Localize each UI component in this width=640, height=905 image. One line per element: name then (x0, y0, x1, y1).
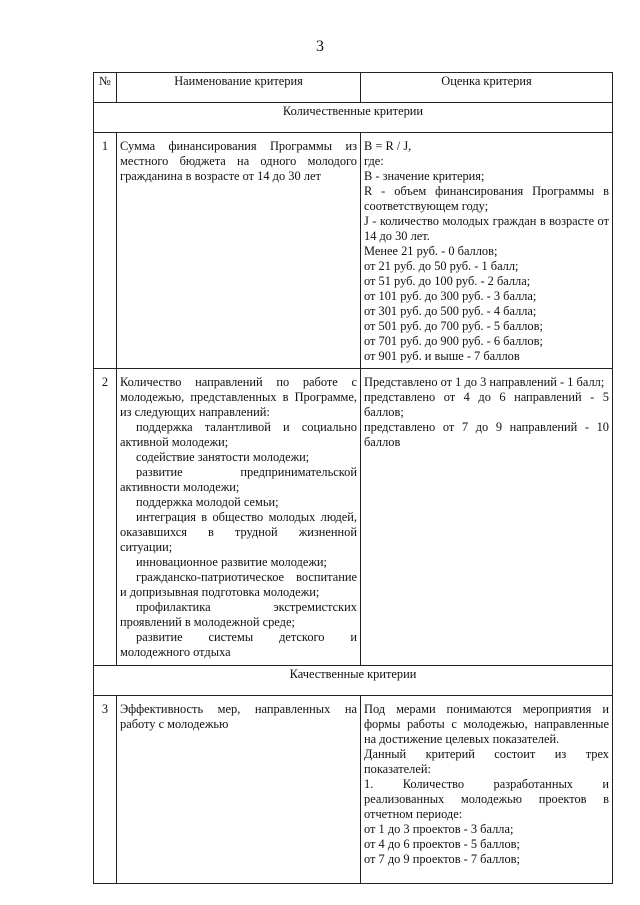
criterion-evaluation (361, 133, 613, 369)
evaluation-line: B - значение критерия; (364, 169, 485, 183)
evaluation-line: Данный критерий состоит из трех показателей: (364, 747, 609, 776)
header-criterion-name: Наименование критерия (117, 73, 361, 103)
evaluation-line: где: (364, 154, 384, 168)
criterion-intro: Количество направлений по работе с молодежью, представленных в Программе, из следующих направлений: (120, 375, 357, 419)
criteria-table (93, 72, 613, 884)
evaluation-line: R - объем финансирования Программы в соответствующем году; (364, 184, 609, 213)
direction-item: содействие занятости молодежи; (136, 450, 310, 464)
evaluation-line: 1. Количество разработанных и реализованных молодежью проектов в отчетном периоде: (364, 777, 609, 821)
evaluation-line: B = R / J, (364, 139, 412, 153)
section-row-qualitative (94, 666, 613, 696)
criterion-name: Сумма финансирования Программы из местного бюджета на одного молодого гражданина в возрасте от 14 до 30 лет (117, 133, 361, 369)
section-row-quantitative (94, 103, 613, 133)
evaluation-line: от 501 руб. до 700 руб. - 5 баллов; (364, 319, 543, 333)
evaluation-line: Менее 21 руб. - 0 баллов; (364, 244, 498, 258)
direction-item: профилактика экстремистских проявлений в молодежной среде; (120, 600, 357, 629)
evaluation-line: от 701 руб. до 900 руб. - 6 баллов; (364, 334, 543, 348)
row-number: 1 (94, 133, 117, 369)
evaluation-line: от 1 до 3 проектов - 3 балла; (364, 822, 514, 836)
direction-item: развитие системы детского и молодежного отдыха (120, 630, 357, 659)
evaluation-line: от 101 руб. до 300 руб. - 3 балла; (364, 289, 537, 303)
direction-item: гражданско-патриотическое воспитание и допризывная подготовка молодежи; (120, 570, 357, 599)
page-number: 3 (316, 38, 324, 55)
evaluation-line: от 51 руб. до 100 руб. - 2 балла; (364, 274, 531, 288)
section-title-qualitative: Качественные критерии (94, 666, 613, 696)
direction-item: интеграция в общество молодых людей, оказавшихся в трудной жизненной ситуации; (120, 510, 357, 554)
evaluation-line: Представлено от 1 до 3 направлений - 1 балл; (364, 375, 605, 389)
header-number: № (94, 73, 117, 103)
evaluation-line: от 7 до 9 проектов - 7 баллов; (364, 852, 520, 866)
row-number: 3 (94, 696, 117, 884)
direction-item: развитие предпринимательской активности молодежи; (120, 465, 357, 494)
evaluation-line: представлено от 7 до 9 направлений - 10 баллов (364, 420, 609, 449)
evaluation-line: от 901 руб. и выше - 7 баллов (364, 349, 520, 363)
evaluation-line: от 301 руб. до 500 руб. - 4 балла; (364, 304, 537, 318)
evaluation-line: от 4 до 6 проектов - 5 баллов; (364, 837, 520, 851)
table-row (94, 369, 613, 666)
evaluation-line: представлено от 4 до 6 направлений - 5 баллов; (364, 390, 609, 419)
evaluation-line: J - количество молодых граждан в возрасте от 14 до 30 лет. (364, 214, 609, 243)
direction-item: инновационное развитие молодежи; (136, 555, 327, 569)
table-row (94, 696, 613, 884)
criterion-evaluation (361, 369, 613, 666)
direction-item: поддержка молодой семьи; (136, 495, 279, 509)
evaluation-line: Под мерами понимаются мероприятия и формы работы с молодежью, направленные на достижение целевых показателей. (364, 702, 609, 746)
table-header-row (94, 73, 613, 103)
evaluation-line: от 21 руб. до 50 руб. - 1 балл; (364, 259, 519, 273)
row-number: 2 (94, 369, 117, 666)
section-title-quantitative: Количественные критерии (94, 103, 613, 133)
table-row (94, 133, 613, 369)
direction-item: поддержка талантливой и социально активной молодежи; (120, 420, 357, 449)
criterion-evaluation (361, 696, 613, 884)
criterion-name (117, 369, 361, 666)
header-criterion-evaluation: Оценка критерия (361, 73, 613, 103)
criterion-name: Эффективность мер, направленных на работу с молодежью (117, 696, 361, 884)
